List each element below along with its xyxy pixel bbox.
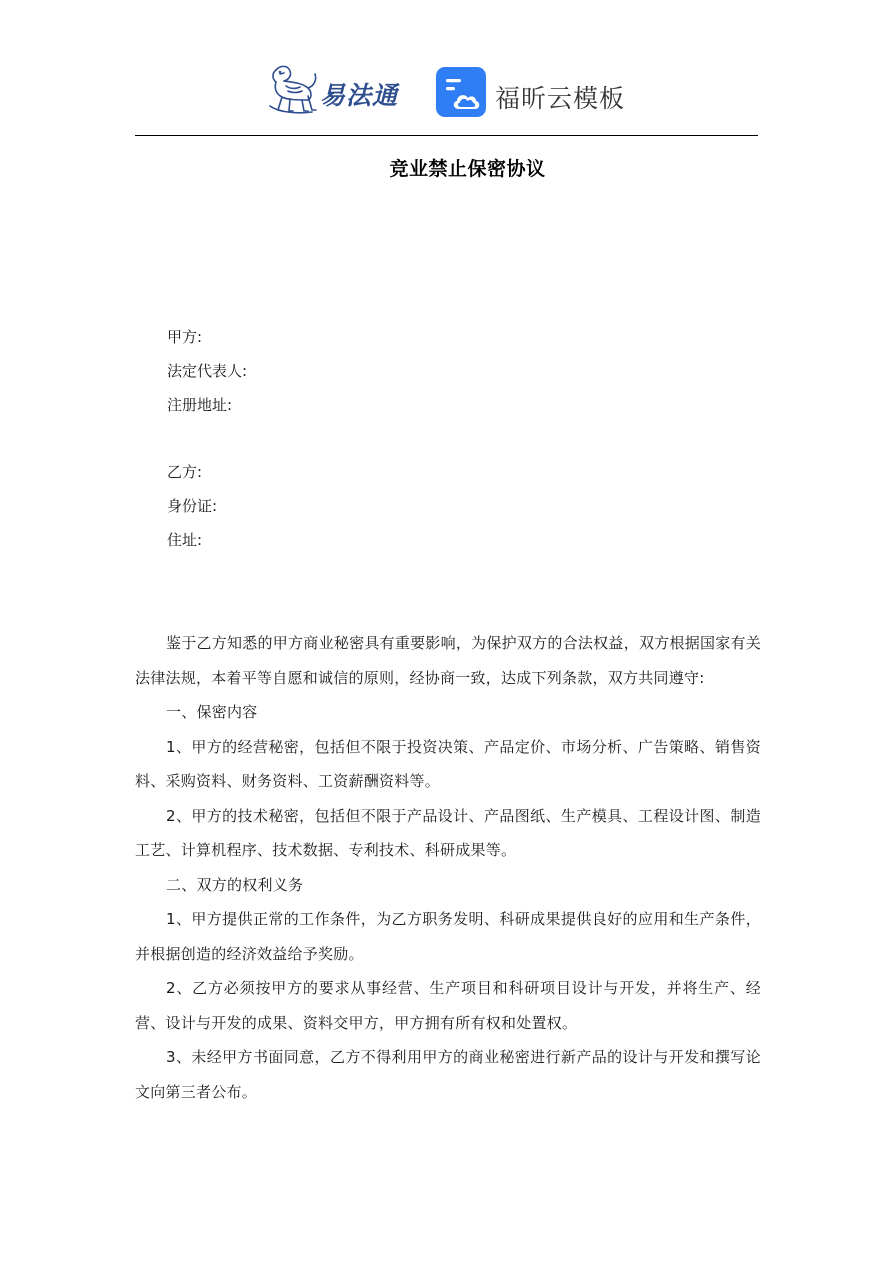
party-b-address-label: 住址: <box>167 531 203 549</box>
qilin-emblem-icon <box>262 62 320 118</box>
party-b-id-label: 身份证: <box>167 497 218 515</box>
fuxin-cloud-template-logo <box>435 66 635 118</box>
clause-paragraph: 2、乙方必须按甲方的要求从事经营、生产项目和科研项目设计与开发，并将生产、经营、设计与开发的成果、资料交甲方，甲方拥有所有权和处置权。 <box>135 979 761 1032</box>
clause-paragraph: 1、甲方提供正常的工作条件，为乙方职务发明、科研成果提供良好的应用和生产条件，并根据创造的经济效益给予奖励。 <box>135 910 761 963</box>
party-a-address-label: 注册地址: <box>167 396 233 414</box>
cloud-document-icon <box>435 66 487 118</box>
clause-paragraph: 1、甲方的经营秘密，包括但不限于投资决策、产品定价、市场分析、广告策略、销售资料、采购资料、财务资料、工资薪酬资料等。 <box>135 737 761 790</box>
preamble-paragraph: 鉴于乙方知悉的甲方商业秘密具有重要影响，为保护双方的合法权益，双方根据国家有关法律法规，本着平等自愿和诚信的原则，经协商一致，达成下列条款，双方共同遵守: <box>135 634 761 687</box>
section-heading-rights-obligations: 二、双方的权利义务 <box>166 875 304 894</box>
agreement-body <box>135 626 761 1109</box>
party-b-name-label: 乙方: <box>167 463 203 481</box>
party-a-representative-label: 法定代表人: <box>167 362 248 380</box>
party-a-name-label: 甲方: <box>167 328 203 346</box>
document-title: 竞业禁止保密协议 <box>389 158 546 180</box>
document-header <box>0 58 893 122</box>
yifatong-logo <box>262 62 412 118</box>
clause-paragraph: 2、甲方的技术秘密，包括但不限于产品设计、产品图纸、生产模具、工程设计图、制造工艺、计算机程序、技术数据、专利技术、科研成果等。 <box>135 806 761 859</box>
yifatong-logo-text: 易法通 <box>320 81 399 110</box>
clause-paragraph: 3、未经甲方书面同意，乙方不得利用甲方的商业秘密进行新产品的设计与开发和撰写论文向第三者公布。 <box>135 1048 761 1101</box>
fuxin-logo-text: 福昕云模板 <box>495 84 626 113</box>
section-heading-confidential-content: 一、保密内容 <box>166 703 258 721</box>
header-divider <box>135 135 758 136</box>
